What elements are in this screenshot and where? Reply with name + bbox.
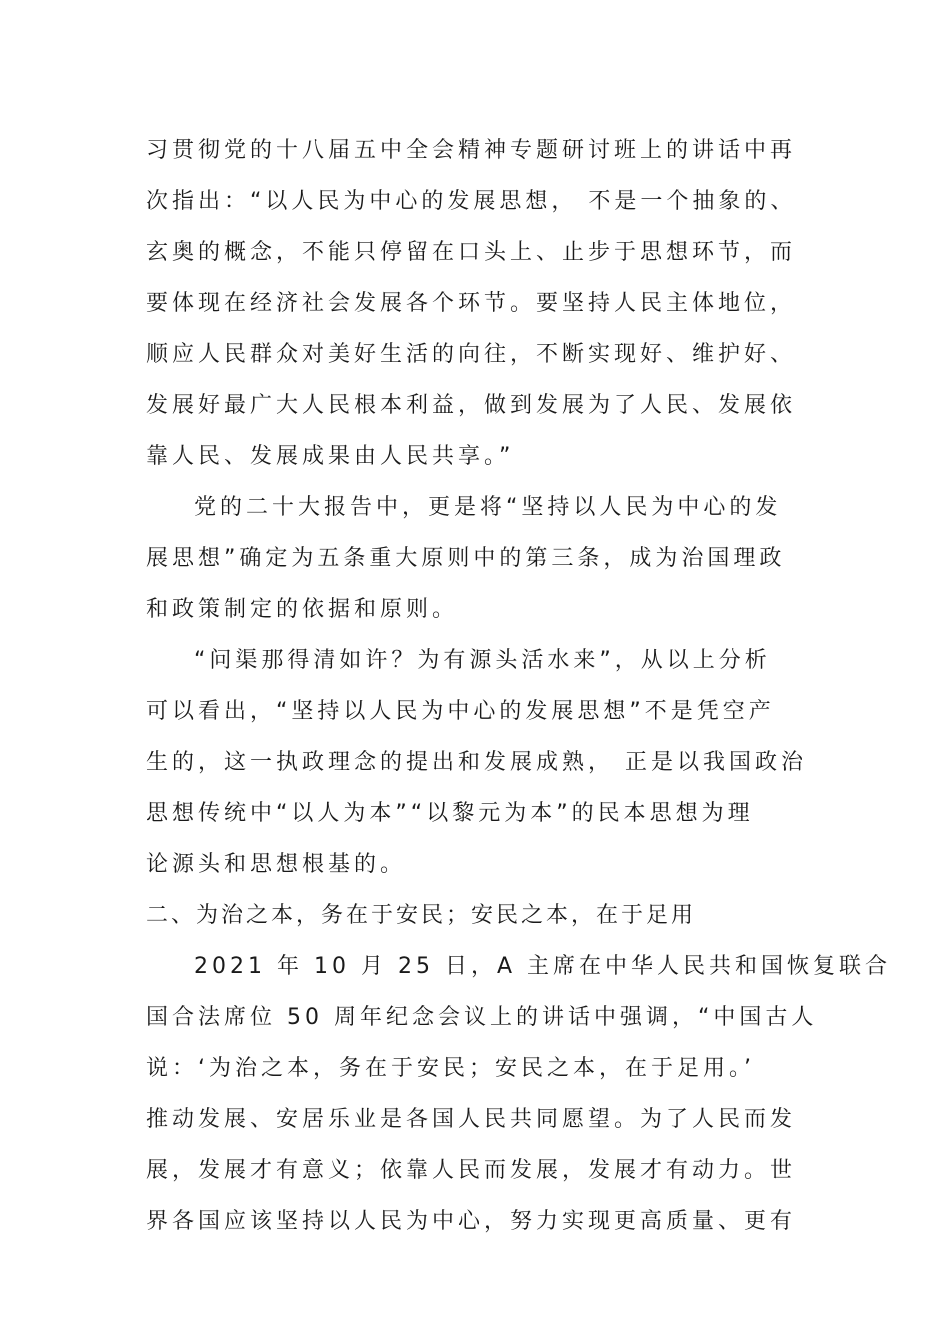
text-line: 思想传统中“以人为本”“以黎元为本”的民本思想为理: [146, 801, 754, 826]
text-line: 生的，这一执政理念的提出和发展成熟， 正是以我国政治: [146, 750, 807, 775]
text-line: 要体现在经济社会发展各个环节。要坚持人民主体地位，: [146, 291, 797, 316]
text-line: 玄奥的概念，不能只停留在口头上、止步于思想环节，而: [146, 240, 797, 265]
paragraph: [146, 941, 891, 1247]
text-line: 和政策制定的依据和原则。: [146, 597, 459, 622]
text-line: 论源头和思想根基的。: [146, 852, 407, 877]
paragraph: [146, 482, 808, 635]
text-line: 2021 年 10 月 25 日，A 主席在中华人民共和国恢复联合: [194, 954, 891, 979]
text-line: 靠人民、发展成果由人民共享。”: [146, 444, 515, 469]
text-line: 顺应人民群众对美好生活的向往，不断实现好、维护好、: [146, 342, 797, 367]
paragraph: [146, 635, 808, 890]
text-line: 习贯彻党的十八届五中全会精神专题研讨班上的讲话中再: [146, 138, 797, 163]
text-line: 次指出：“以人民为中心的发展思想， 不是一个抽象的、: [146, 189, 797, 214]
text-line: 国合法席位 50 周年纪念会议上的讲话中强调，“中国古人: [146, 1005, 818, 1030]
text-line: 推动发展、安居乐业是各国人民共同愿望。为了人民而发: [146, 1107, 797, 1132]
text-line: 可以看出，“坚持以人民为中心的发展思想”不是凭空产: [146, 699, 775, 724]
heading-line: 二、为治之本，务在于安民；安民之本，在于足用: [146, 903, 697, 928]
document-body: [146, 125, 891, 1247]
text-line: 展思想”确定为五条重大原则中的第三条，成为治国理政: [146, 546, 786, 571]
text-line: 界各国应该坚持以人民为中心，努力实现更高质量、更有: [146, 1209, 797, 1234]
text-line: 发展好最广大人民根本利益，做到发展为了人民、发展依: [146, 393, 797, 418]
paragraph: [146, 125, 808, 482]
section-heading: [146, 890, 808, 941]
text-line: 展，发展才有意义；依靠人民而发展，发展才有动力。世: [146, 1158, 797, 1183]
text-line: 说：‘为治之本，务在于安民；安民之本，在于足用。’: [146, 1056, 755, 1081]
text-line: 党的二十大报告中，更是将“坚持以人民为中心的发: [194, 495, 782, 520]
text-line: “问渠那得清如许？为有源头活水来”，从以上分析: [194, 648, 771, 673]
